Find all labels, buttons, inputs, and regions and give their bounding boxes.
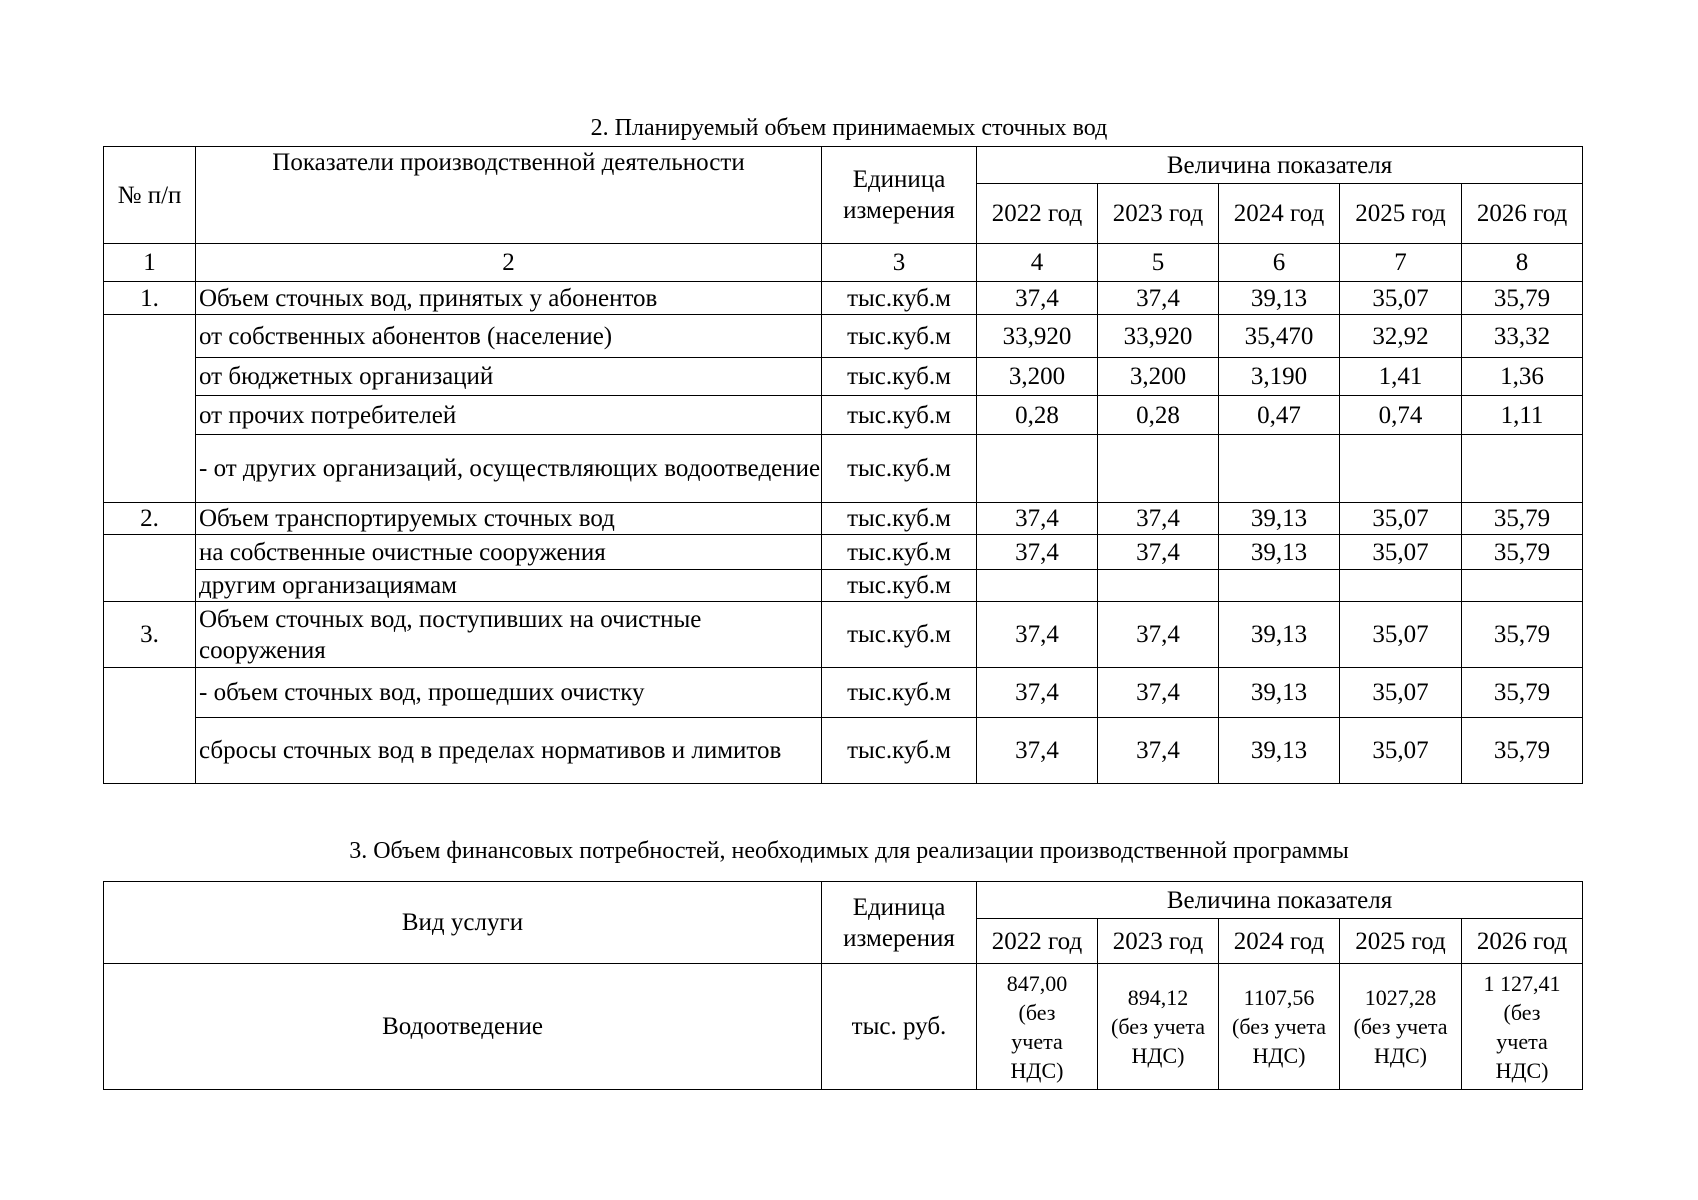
column-number: 1 <box>104 244 196 282</box>
value-cell: 35,07 <box>1340 668 1462 718</box>
indicator-name: Объем сточных вод, принятых у абонентов <box>196 282 822 315</box>
unit-cell: тыс. руб. <box>822 964 977 1090</box>
indicator-name: от собственных абонентов (население) <box>196 315 822 358</box>
value-cell: 33,32 <box>1462 315 1583 358</box>
value-cell: 35,79 <box>1462 718 1583 784</box>
value-cell: 37,4 <box>1098 535 1219 570</box>
unit-cell: тыс.куб.м <box>822 535 977 570</box>
unit-cell: тыс.куб.м <box>822 668 977 718</box>
value-cell: 35,79 <box>1462 282 1583 315</box>
value-cell <box>1219 435 1340 503</box>
unit-cell: тыс.куб.м <box>822 315 977 358</box>
indicator-name: Объем сточных вод, поступивших на очистные сооружения <box>196 602 822 668</box>
column-number: 7 <box>1340 244 1462 282</box>
wastewater-volume-table <box>103 146 1583 784</box>
table-row <box>104 358 1583 396</box>
value-cell: 33,920 <box>1098 315 1219 358</box>
value-cell <box>1340 570 1462 602</box>
value-cell: 37,4 <box>1098 718 1219 784</box>
indicator-name: от бюджетных организаций <box>196 358 822 396</box>
value-cell <box>1219 570 1340 602</box>
column-number: 8 <box>1462 244 1583 282</box>
value-cell: 1107,56 (без учета НДС) <box>1219 964 1340 1090</box>
unit-cell: тыс.куб.м <box>822 396 977 435</box>
value-cell: 1 127,41 (без учета НДС) <box>1462 964 1583 1090</box>
value-cell: 39,13 <box>1219 503 1340 535</box>
table-row <box>104 535 1583 570</box>
row-number <box>104 535 196 602</box>
service-cell: Водоотведение <box>104 964 822 1090</box>
row-number: 2. <box>104 503 196 535</box>
year-header: 2026 год <box>1462 919 1583 964</box>
value-cell <box>977 435 1098 503</box>
value-cell: 32,92 <box>1340 315 1462 358</box>
value-cell: 0,28 <box>1098 396 1219 435</box>
value-cell: 37,4 <box>1098 668 1219 718</box>
indicator-name: другим организациямам <box>196 570 822 602</box>
value-cell: 33,920 <box>977 315 1098 358</box>
table-row <box>104 396 1583 435</box>
year-header: 2022 год <box>977 184 1098 244</box>
year-header: 2026 год <box>1462 184 1583 244</box>
year-header: 2024 год <box>1219 919 1340 964</box>
value-cell: 35,79 <box>1462 602 1583 668</box>
value-cell: 0,74 <box>1340 396 1462 435</box>
indicator-name: - объем сточных вод, прошедших очистку <box>196 668 822 718</box>
year-header: 2023 год <box>1098 184 1219 244</box>
unit-cell: тыс.куб.м <box>822 282 977 315</box>
value-cell: 35,07 <box>1340 602 1462 668</box>
year-header: 2024 год <box>1219 184 1340 244</box>
table-row <box>104 282 1583 315</box>
value-cell <box>977 570 1098 602</box>
indicator-name: Объем транспортируемых сточных вод <box>196 503 822 535</box>
header-value-group: Величина показателя <box>977 147 1583 184</box>
header-service: Вид услуги <box>104 882 822 964</box>
header-indicator: Показатели производственной деятельности <box>196 147 822 244</box>
value-cell: 3,200 <box>1098 358 1219 396</box>
value-cell: 39,13 <box>1219 668 1340 718</box>
column-number: 2 <box>196 244 822 282</box>
unit-cell: тыс.куб.м <box>822 435 977 503</box>
value-cell <box>1340 435 1462 503</box>
column-number: 4 <box>977 244 1098 282</box>
row-number <box>104 315 196 503</box>
value-cell: 35,79 <box>1462 535 1583 570</box>
year-header: 2022 год <box>977 919 1098 964</box>
indicator-name: на собственные очистные сооружения <box>196 535 822 570</box>
value-cell: 35,79 <box>1462 668 1583 718</box>
unit-cell: тыс.куб.м <box>822 358 977 396</box>
table-row <box>104 668 1583 718</box>
header-value-group: Величина показателя <box>977 882 1583 919</box>
table-row <box>104 435 1583 503</box>
value-cell: 37,4 <box>977 282 1098 315</box>
value-cell: 3,200 <box>977 358 1098 396</box>
column-number: 5 <box>1098 244 1219 282</box>
row-number: 3. <box>104 602 196 668</box>
financial-needs-table <box>103 881 1583 1090</box>
column-number: 3 <box>822 244 977 282</box>
value-cell: 37,4 <box>977 668 1098 718</box>
value-cell: 1,11 <box>1462 396 1583 435</box>
value-cell: 37,4 <box>977 535 1098 570</box>
value-cell: 847,00 (без учета НДС) <box>977 964 1098 1090</box>
value-cell: 1,41 <box>1340 358 1462 396</box>
value-cell: 35,07 <box>1340 282 1462 315</box>
value-cell <box>1098 570 1219 602</box>
unit-cell: тыс.куб.м <box>822 503 977 535</box>
unit-cell: тыс.куб.м <box>822 570 977 602</box>
value-cell <box>1462 435 1583 503</box>
value-cell: 37,4 <box>1098 282 1219 315</box>
indicator-name: от прочих потребителей <box>196 396 822 435</box>
indicator-name: - от других организаций, осуществляющих водоотведение <box>196 435 822 503</box>
value-cell: 37,4 <box>1098 602 1219 668</box>
table-row <box>104 503 1583 535</box>
header-num: № п/п <box>104 147 196 244</box>
value-cell: 37,4 <box>977 718 1098 784</box>
value-cell: 35,470 <box>1219 315 1340 358</box>
value-cell: 0,28 <box>977 396 1098 435</box>
value-cell: 37,4 <box>1098 503 1219 535</box>
row-number <box>104 668 196 784</box>
value-cell <box>1462 570 1583 602</box>
value-cell: 39,13 <box>1219 535 1340 570</box>
value-cell: 1,36 <box>1462 358 1583 396</box>
value-cell: 0,47 <box>1219 396 1340 435</box>
value-cell <box>1098 435 1219 503</box>
value-cell: 37,4 <box>977 503 1098 535</box>
value-cell: 35,07 <box>1340 503 1462 535</box>
value-cell: 39,13 <box>1219 718 1340 784</box>
header-unit: Единица измерения <box>822 147 977 244</box>
value-cell: 35,07 <box>1340 535 1462 570</box>
table-row <box>104 315 1583 358</box>
year-header: 2025 год <box>1340 919 1462 964</box>
value-cell: 39,13 <box>1219 282 1340 315</box>
table-row <box>104 570 1583 602</box>
value-cell: 37,4 <box>977 602 1098 668</box>
year-header: 2025 год <box>1340 184 1462 244</box>
header-unit: Единица измерения <box>822 882 977 964</box>
value-cell: 3,190 <box>1219 358 1340 396</box>
unit-cell: тыс.куб.м <box>822 718 977 784</box>
table2-caption: 3. Объем финансовых потребностей, необходимых для реализации производственной программы <box>349 838 1349 864</box>
indicator-name: сбросы сточных вод в пределах нормативов и лимитов <box>196 718 822 784</box>
row-number: 1. <box>104 282 196 315</box>
table-row <box>104 718 1583 784</box>
table1-caption: 2. Планируемый объем принимаемых сточных вод <box>590 115 1108 141</box>
value-cell: 1027,28 (без учета НДС) <box>1340 964 1462 1090</box>
year-header: 2023 год <box>1098 919 1219 964</box>
value-cell: 39,13 <box>1219 602 1340 668</box>
value-cell: 35,07 <box>1340 718 1462 784</box>
column-number: 6 <box>1219 244 1340 282</box>
unit-cell: тыс.куб.м <box>822 602 977 668</box>
table-row <box>104 602 1583 668</box>
value-cell: 894,12 (без учета НДС) <box>1098 964 1219 1090</box>
value-cell: 35,79 <box>1462 503 1583 535</box>
